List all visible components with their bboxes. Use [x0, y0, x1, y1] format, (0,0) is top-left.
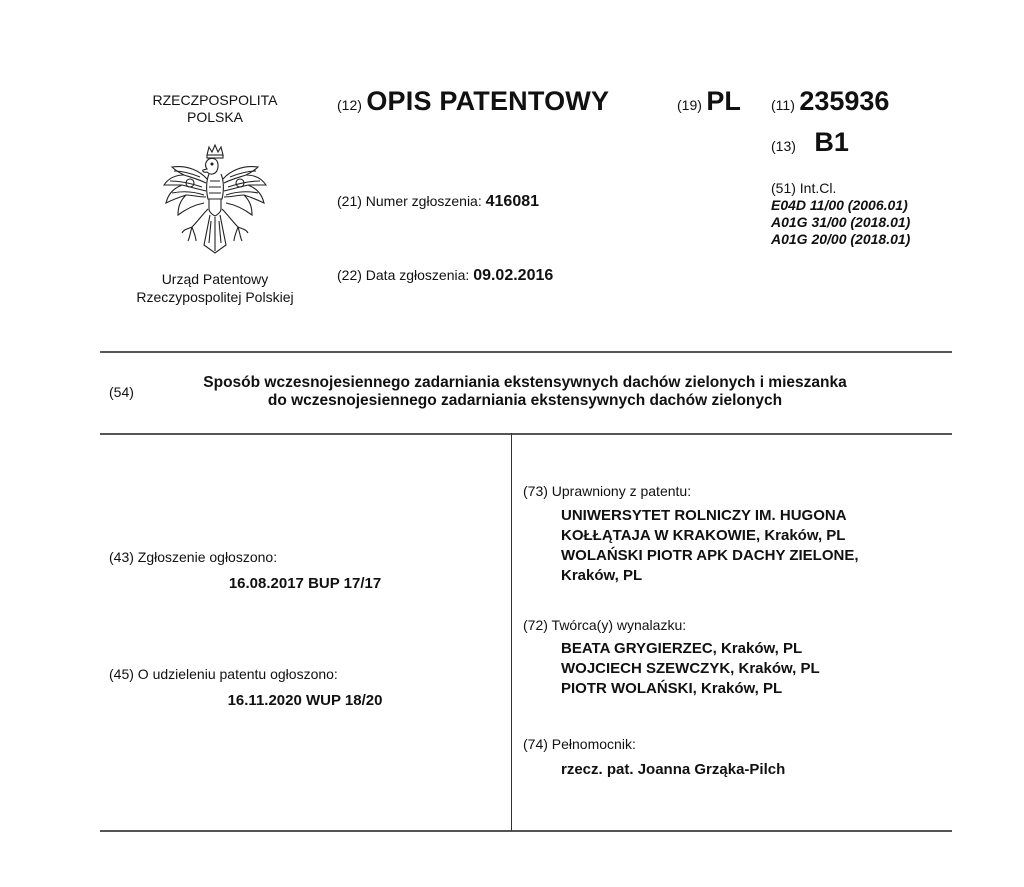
proprietor-label: (73) Uprawniony z patentu:	[523, 483, 692, 499]
inventor: BEATA GRYGIERZEC, Kraków, PL	[561, 640, 803, 657]
attorney-label: (74) Pełnomocnik:	[523, 736, 636, 752]
document-type-value: OPIS PATENTOWY	[366, 86, 610, 116]
divider-top	[100, 351, 952, 353]
country-code-label: (19)	[677, 97, 702, 113]
intcl-label: (51) Int.Cl.	[771, 180, 837, 196]
grant-published-label: (45) O udzieleniu patentu ogłoszono:	[109, 666, 338, 682]
inventor: PIOTR WOLAŃSKI, Kraków, PL	[561, 680, 783, 697]
patent-number-label: (11)	[771, 97, 795, 113]
divider-middle	[100, 433, 952, 435]
application-number-label: (21) Numer zgłoszenia:	[337, 193, 482, 209]
application-published-label: (43) Zgłoszenie ogłoszono:	[109, 549, 278, 565]
international-classification	[771, 180, 910, 248]
invention-title	[150, 374, 900, 410]
kind-code-value: B1	[814, 127, 849, 157]
office-line-2: Rzeczypospolitej Polskiej	[136, 289, 294, 305]
filing-date	[337, 267, 553, 285]
application-number	[337, 193, 539, 211]
proprietor-line: WOLAŃSKI PIOTR APK DACHY ZIELONE,	[561, 547, 859, 564]
document-type-code: (12)	[337, 97, 362, 113]
inventors-list	[561, 639, 820, 699]
polish-eagle-emblem-icon	[160, 143, 270, 255]
application-number-value: 416081	[485, 193, 540, 210]
office-line-1: Urząd Patentowy	[161, 271, 269, 287]
title-code: (54)	[109, 384, 134, 400]
filing-date-label: (22) Data zgłoszenia:	[337, 267, 470, 283]
patent-office-name	[95, 270, 335, 306]
grant-published-value: 16.11.2020 WUP 18/20	[227, 692, 383, 709]
country-code	[677, 86, 741, 117]
country-line-2: POLSKA	[186, 109, 244, 125]
country-line-1: RZECZPOSPOLITA	[152, 92, 278, 108]
country-name	[110, 92, 320, 126]
kind-code-label: (13)	[771, 138, 796, 154]
inventor: WOJCIECH SZEWCZYK, Kraków, PL	[561, 660, 820, 677]
proprietor-line: Kraków, PL	[561, 567, 643, 584]
country-code-value: PL	[706, 86, 741, 116]
proprietor-list	[561, 506, 859, 586]
invention-title-line-2: do wczesnojesiennego zadarniania ekstensywnych dachów zielonych	[267, 392, 783, 409]
inventors-label: (72) Twórca(y) wynalazku:	[523, 617, 687, 633]
proprietor-line: KOŁŁĄTAJA W KRAKOWIE, Kraków, PL	[561, 527, 846, 544]
proprietor-line: UNIWERSYTET ROLNICZY IM. HUGONA	[561, 507, 847, 524]
divider-bottom	[100, 830, 952, 832]
application-published-value: 16.08.2017 BUP 17/17	[228, 575, 382, 592]
invention-title-line-1: Sposób wczesnojesiennego zadarniania ekstensywnych dachów zielonych i mieszanka	[203, 374, 847, 391]
patent-number-value: 235936	[799, 86, 890, 116]
attorney-value: rzecz. pat. Joanna Grząka-Pilch	[561, 761, 786, 778]
intcl-entry: E04D 11/00 (2006.01)	[771, 197, 908, 213]
column-divider	[511, 433, 512, 831]
filing-date-value: 09.02.2016	[473, 267, 554, 284]
intcl-entry: A01G 20/00 (2018.01)	[771, 231, 911, 247]
intcl-entry: A01G 31/00 (2018.01)	[771, 214, 911, 230]
kind-code	[771, 127, 849, 158]
patent-number	[771, 86, 889, 117]
document-type	[337, 86, 609, 117]
